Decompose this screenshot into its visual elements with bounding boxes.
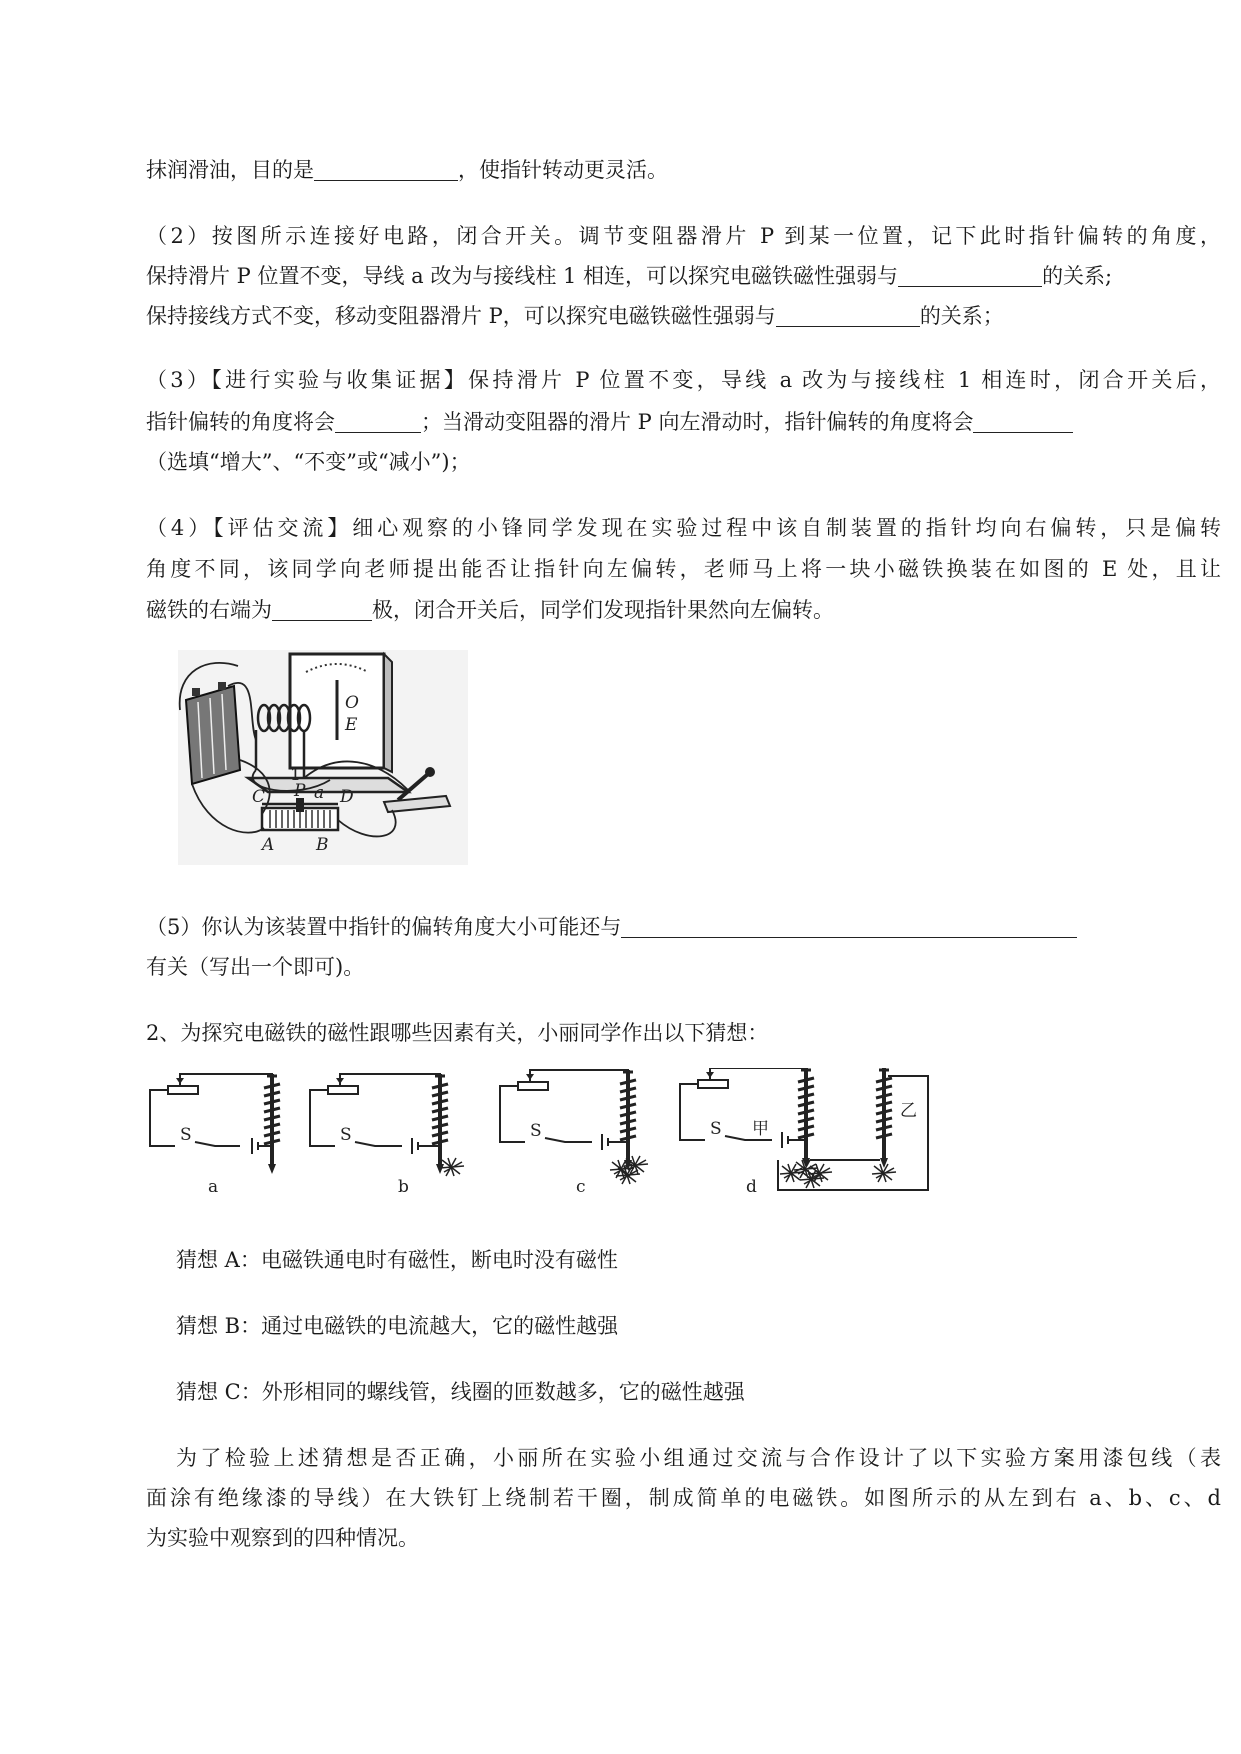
fig1-label-p: P	[294, 781, 306, 801]
setup-a-switch-label: S	[180, 1125, 192, 1145]
q1-answer-blank[interactable]	[314, 158, 458, 181]
fig1-label-a-terminal: A	[262, 835, 275, 855]
fig1-label-d: D	[340, 787, 354, 807]
q3-text-b: ；当滑动变阻器的滑片 P 向左滑动时，指针偏转的角度将会	[421, 410, 974, 434]
guess-c: 猜想 C：外形相同的螺线管，线圈的匝数越多，它的磁性越强	[176, 1380, 745, 1404]
q4-line-2: 角度不同，该同学向老师提出能否让指针向左偏转，老师马上将一块小磁铁换装在如图的 E 处，且让	[146, 557, 1221, 581]
q2-text-d: 的关系；	[919, 304, 1004, 328]
q4-line-1: （4）【评估交流】细心观察的小锋同学发现在实验过程中该自制装置的指针均向右偏转，只是偏转	[146, 516, 1221, 540]
q3-answer-blank-2[interactable]	[973, 410, 1073, 433]
setup-d-caption: d	[746, 1177, 757, 1197]
q4-answer-blank[interactable]	[272, 598, 372, 621]
q5-answer-blank[interactable]	[621, 915, 1077, 938]
setup-d-label-jia: 甲	[752, 1119, 769, 1139]
q1-text-a: 抹润滑油，目的是	[146, 158, 314, 182]
setup-d	[680, 1068, 928, 1197]
guess-b: 猜想 B：通过电磁铁的电流越大，它的磁性越强	[176, 1314, 619, 1338]
q1-line	[146, 156, 668, 184]
fig1-label-e: E	[345, 715, 358, 735]
electromagnet-figure	[140, 1068, 940, 1200]
guess-a: 猜想 A：电磁铁通电时有磁性，断电时没有磁性	[176, 1248, 618, 1272]
q4-text-a: 磁铁的右端为	[146, 598, 272, 622]
problem2-intro: 2、为探究电磁铁的磁性跟哪些因素有关，小丽同学作出以下猜想：	[146, 1021, 769, 1045]
fig1-label-a: a	[314, 783, 325, 803]
q3-answer-blank-1[interactable]	[335, 410, 421, 433]
setup-c-switch-label: S	[530, 1121, 542, 1141]
experiment-line-1: 为了检验上述猜想是否正确，小丽所在实验小组通过交流与合作设计了以下实验方案用漆包线（表	[176, 1446, 1221, 1470]
setup-b-switch-label: S	[340, 1125, 352, 1145]
apparatus-figure	[178, 650, 468, 865]
q3-line-3: （选填“增大”、“不变”或“减小”)；	[146, 450, 471, 474]
q4-line-3	[146, 596, 834, 624]
experiment-line-2: 面涂有绝缘漆的导线）在大铁钉上绕制若干圈，制成简单的电磁铁。如图所示的从左到右 a、b、c、d	[146, 1486, 1221, 1510]
setup-d-label-yi: 乙	[900, 1101, 917, 1121]
q5-line-2: 有关（写出一个即可)。	[146, 955, 365, 979]
fig1-label-c: C	[252, 787, 266, 807]
fig1-label-b-terminal: B	[316, 835, 329, 855]
fig1-label-o: O	[345, 693, 359, 713]
q5-text-a: （5）你认为该装置中指针的偏转角度大小可能还与	[146, 915, 622, 939]
q5-line-1	[146, 913, 1077, 941]
setup-a	[150, 1074, 280, 1197]
setup-d-switch-label: S	[710, 1119, 722, 1139]
q3-line-1: （3）【进行实验与收集证据】保持滑片 P 位置不变，导线 a 改为与接线柱 1 相连时，闭合开关后，	[146, 368, 1221, 392]
q1-text-b: ，使指针转动更灵活。	[458, 158, 668, 182]
q2-line-3	[146, 302, 1004, 330]
q2-text-b: 的关系;	[1042, 264, 1113, 288]
q2-text-c: 保持接线方式不变，移动变阻器滑片 P，可以探究电磁铁磁性强弱与	[146, 304, 776, 328]
fig1-label-1: 1	[290, 765, 301, 785]
q2-line-1: （2）按图所示连接好电路，闭合开关。调节变阻器滑片 P 到某一位置，记下此时指针偏转的角度，	[146, 224, 1221, 248]
q2-answer-blank-1[interactable]	[898, 264, 1042, 287]
q3-text-a: 指针偏转的角度将会	[146, 410, 335, 434]
q4-text-b: 极，闭合开关后，同学们发现指针果然向左偏转。	[372, 598, 834, 622]
setup-c	[500, 1070, 648, 1197]
setup-a-caption: a	[208, 1177, 219, 1197]
q2-answer-blank-2[interactable]	[776, 304, 920, 327]
setup-c-caption: c	[576, 1177, 586, 1197]
q3-line-2	[146, 408, 1073, 436]
q2-text-a: 保持滑片 P 位置不变，导线 a 改为与接线柱 1 相连，可以探究电磁铁磁性强弱与	[146, 264, 899, 288]
setup-b	[310, 1074, 464, 1197]
setup-b-caption: b	[398, 1177, 409, 1197]
q2-line-2	[146, 262, 1112, 290]
experiment-line-3: 为实验中观察到的四种情况。	[146, 1526, 419, 1550]
